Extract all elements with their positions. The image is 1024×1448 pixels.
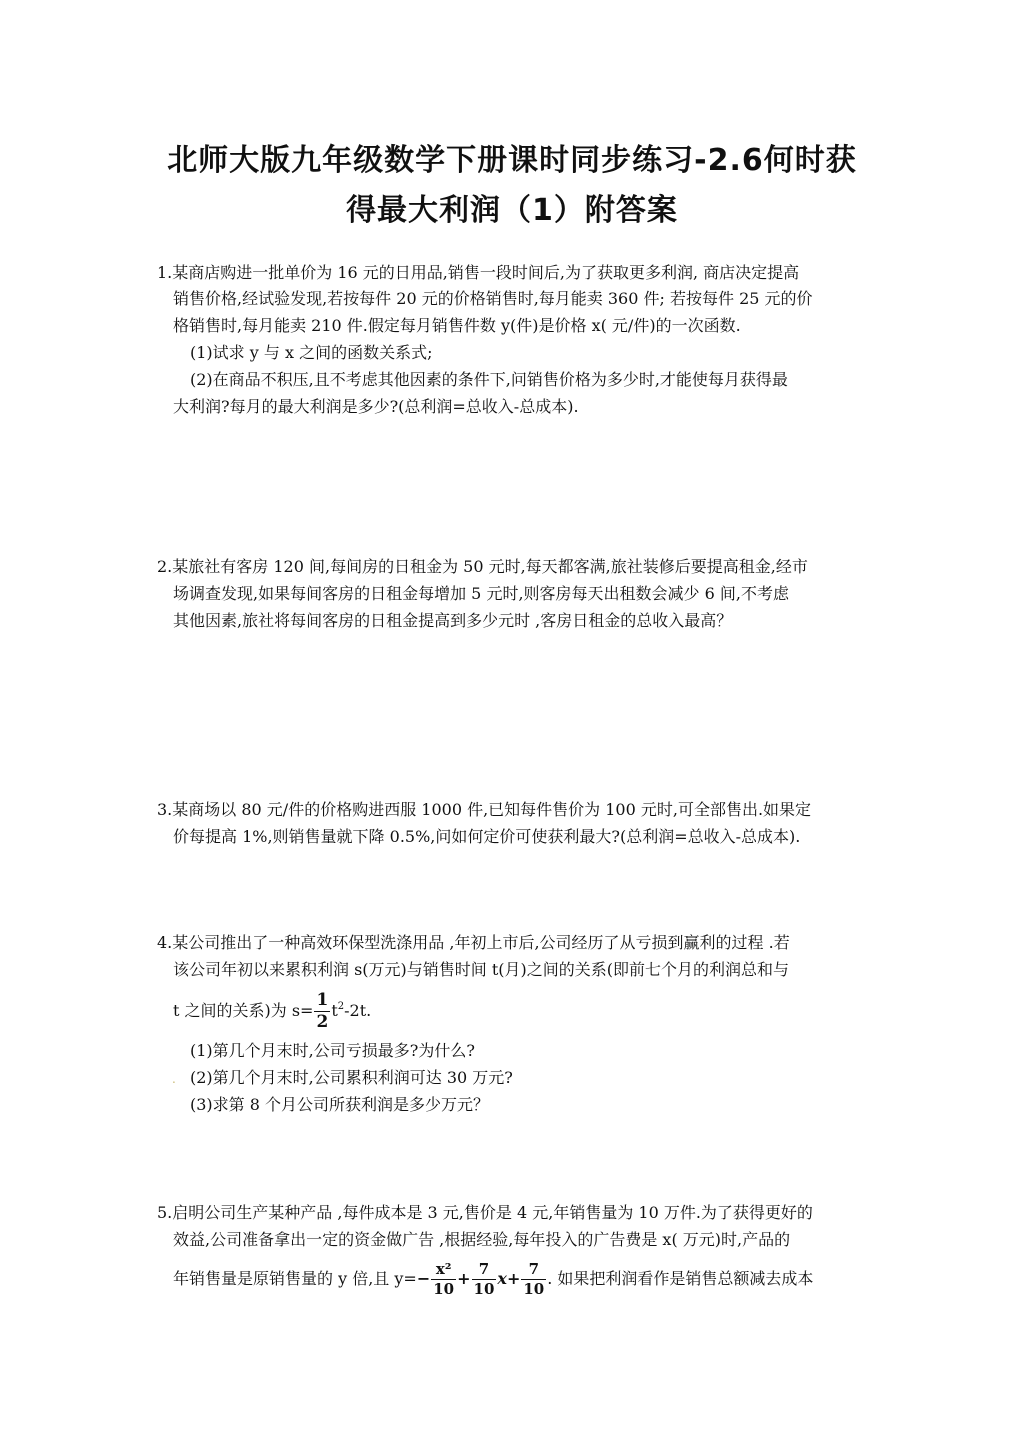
q5-fraction-2 [472,1262,497,1297]
q5-formula-prefix: 年销售量是原销售量的 y 倍,且 y= [173,1269,417,1288]
q4-fraction-denominator: 2 [316,1012,329,1032]
document-title-line-2: 得最大利润（1）附答案 [346,193,678,228]
q4-line-3-formula [173,991,371,1034]
q1-sub-1: (1)试求 y 与 x 之间的函数关系式; [190,343,433,362]
document-title-line-1: 北师大版九年级数学下册课时同步练习-2.6何时获 [167,143,857,178]
q4-formula-t: t [331,1001,338,1020]
q5-line-2: 效益,公司准备拿出一定的资金做广告 ,根据经验,每年投入的广告费是 x( 万元)时,产品的 [173,1230,791,1249]
q5-plus-2: + [506,1269,521,1288]
q3-line-1: 3.某商场以 80 元/件的价格购进西服 1000 件,已知每件售价为 100 元时,可全部售出.如果定 [157,800,812,819]
q4-sub-2: (2)第几个月末时,公司累积利润可达 30 万元? [190,1068,513,1087]
q4-line-1: 4.某公司推出了一种高效环保型洗涤用品 ,年初上市后,公司经历了从亏损到赢利的过程 .若 [157,933,790,952]
q5-fraction-1 [431,1262,456,1297]
q4-sub-3: (3)求第 8 个月公司所获利润是多少万元？ [190,1095,490,1114]
q1-line-3: 格销售时,每月能卖 210 件.假定每月销售件数 y(件)是价格 x( 元/件)的一次函数. [173,316,741,335]
q1-line-6: 大利润?每月的最大利润是多少?(总利润=总收入-总成本). [173,397,579,416]
q4-sub-1: (1)第几个月末时,公司亏损最多?为什么? [190,1041,475,1060]
q5-fraction-2-denominator: 10 [473,1280,495,1298]
q4-formula-prefix: t 之间的关系)为 s= [173,1001,314,1020]
q5-line-1: 5.启明公司生产某种产品 ,每件成本是 3 元,售价是 4 元,年销售量为 10 万件.为了获得更好的 [157,1203,813,1222]
q4-formula-suffix: -2t. [344,1001,372,1020]
q5-line-3-formula [173,1257,813,1301]
q5-variable-x: x [497,1269,507,1288]
q1-sub-2: (2)在商品不积压,且不考虑其他因素的条件下,问销售价格为多少时,才能使每月获得最 [190,370,788,389]
q5-plus-1: + [457,1269,471,1288]
q2-line-3: 其他因素,旅社将每间客房的日租金提高到多少元时 ,客房日租金的总收入最高？ [173,611,733,630]
q4-formula-exponent: 2 [337,1001,345,1012]
q5-fraction-2-numerator: 7 [472,1262,497,1280]
q5-fraction-1-numerator: x² [431,1262,456,1280]
q2-line-2: 场调查发现,如果每间客房的日租金每增加 5 元时,则客房每天出租数会减少 6 间,不考虑 [173,584,789,603]
q5-fraction-1-denominator: 10 [433,1280,455,1298]
q5-fraction-3-numerator: 7 [521,1262,546,1280]
q5-fraction-3-denominator: 10 [523,1280,545,1298]
q1-line-2: 销售价格,经试验发现,若按每件 20 元的价格销售时,每月能卖 360 件; 若按每件 25 元的价 [173,289,813,308]
q2-line-1: 2.某旅社有客房 120 间,每间房的日租金为 50 元时,每天都客满,旅社装修后要提高租金,经市 [157,557,808,576]
q5-fraction-3 [521,1262,546,1297]
q5-minus-sign: − [416,1269,431,1288]
q4-line-2: 该公司年初以来累积利润 s(万元)与销售时间 t(月)之间的关系(即前七个月的利润总和与 [173,960,790,979]
stray-mark: . [172,1072,176,1086]
q4-fraction-numerator: 1 [316,990,329,1010]
q3-line-2: 价每提高 1%,则销售量就下降 0.5%,问如何定价可使获利最大?(总利润=总收入-总成本). [173,827,801,846]
q4-fraction-half [314,992,330,1031]
q5-formula-suffix: . 如果把利润看作是销售总额减去成本 [547,1269,814,1288]
q1-line-1: 1.某商店购进一批单价为 16 元的日用品,销售一段时间后,为了获取更多利润, 商店决定提高 [157,263,800,282]
